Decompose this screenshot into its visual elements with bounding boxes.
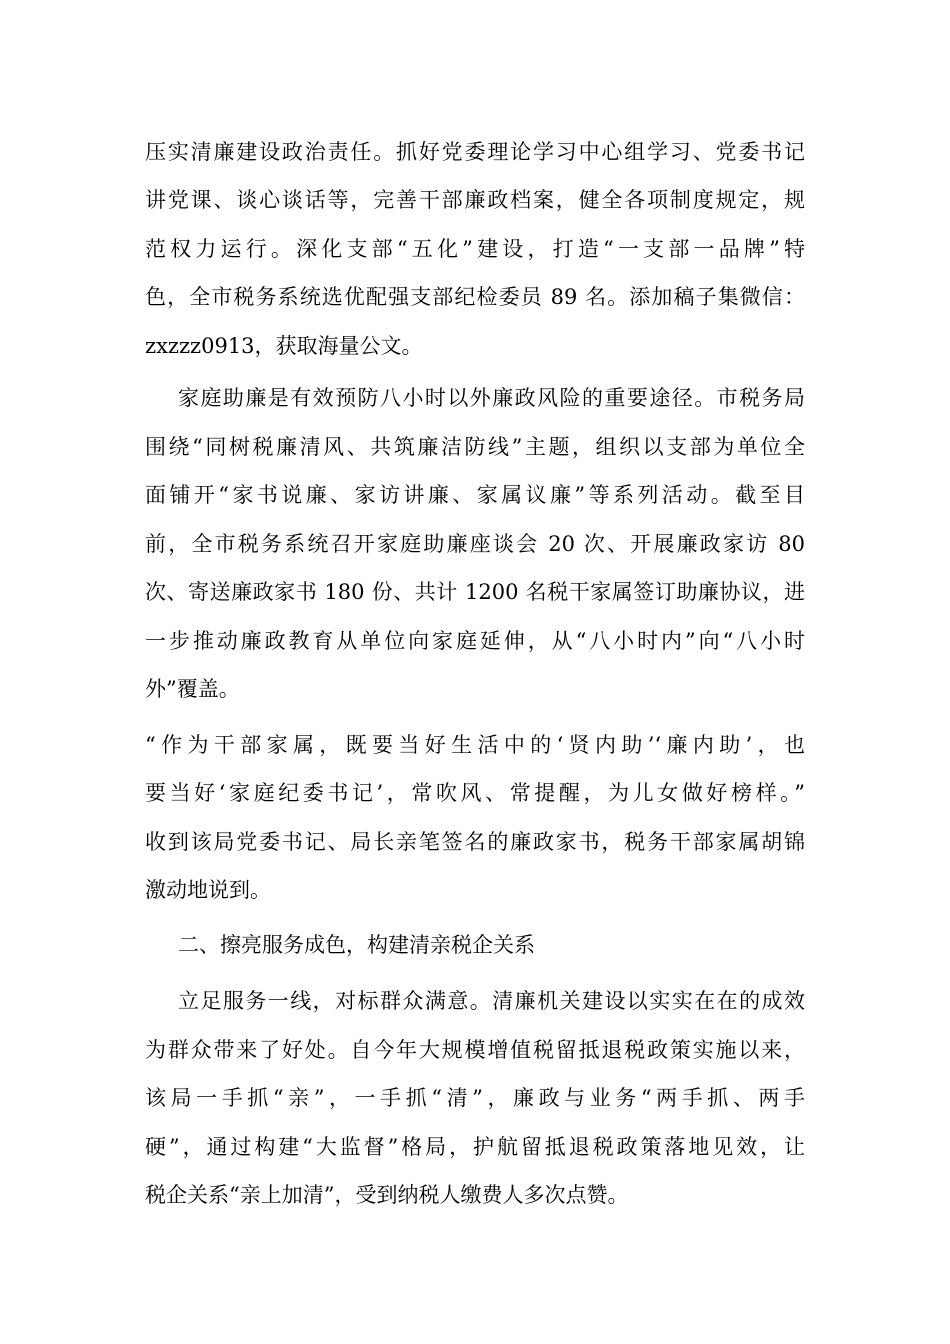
text-line: 家庭助廉是有效预防八小时以外廉政风险的重要途径。市税务局 [178, 386, 805, 410]
text-line: “作为干部家属，既要当好生活中的‘贤内助’‘廉内助’，也 [145, 733, 805, 757]
text-line: 税企关系“亲上加清”，受到纳税人缴费人多次点赞。 [145, 1183, 629, 1207]
text-line: 范权力运行。深化支部“五化”建设，打造“一支部一品牌”特 [145, 237, 805, 261]
text-line: 一步推动廉政教育从单位向家庭延伸，从“八小时内”向“八小时 [145, 629, 805, 653]
text-line: 要当好‘家庭纪委书记’，常吹风、常提醒，为儿女做好榜样。” [145, 781, 805, 805]
text-line: 面铺开“家书说廉、家访讲廉、家属议廉”等系列活动。截至目 [145, 483, 805, 507]
text-line: 收到该局党委书记、局长亲笔签名的廉政家书，税务干部家属胡锦 [145, 830, 805, 854]
text-line: 色，全市税务系统选优配强支部纪检委员 89 名。添加稿子集微信： [145, 285, 805, 309]
heading-text: 二、擦亮服务成色，构建清亲税企关系 [178, 933, 535, 957]
text-line: 围绕“同树税廉清风、共筑廉洁防线”主题，组织以支部为单位全 [145, 435, 805, 459]
text-line: 次、寄送廉政家书 180 份、共计 1200 名税干家属签订助廉协议，进 [145, 580, 805, 604]
text-line: 立足服务一线，对标群众满意。清廉机关建设以实实在在的成效 [178, 989, 805, 1013]
text-line: 讲党课、谈心谈话等，完善干部廉政档案，健全各项制度规定，规 [145, 188, 805, 212]
text-line: 激动地说到。 [145, 878, 271, 902]
text-line: 前，全市税务系统召开家庭助廉座谈会 20 次、开展廉政家访 80 [145, 532, 805, 556]
text-line: 压实清廉建设政治责任。抓好党委理论学习中心组学习、党委书记 [145, 140, 805, 164]
text-line: 硬”，通过构建“大监督”格局，护航留抵退税政策落地见效，让 [145, 1135, 805, 1159]
text-line: 为群众带来了好处。自今年大规模增值税留抵退税政策实施以来， [145, 1038, 805, 1062]
text-line: zxzzz0913，获取海量公文。 [145, 334, 423, 358]
text-line: 外”覆盖。 [145, 677, 240, 701]
text-line: 该局一手抓“亲”，一手抓“清”，廉政与业务“两手抓、两手 [145, 1086, 805, 1110]
